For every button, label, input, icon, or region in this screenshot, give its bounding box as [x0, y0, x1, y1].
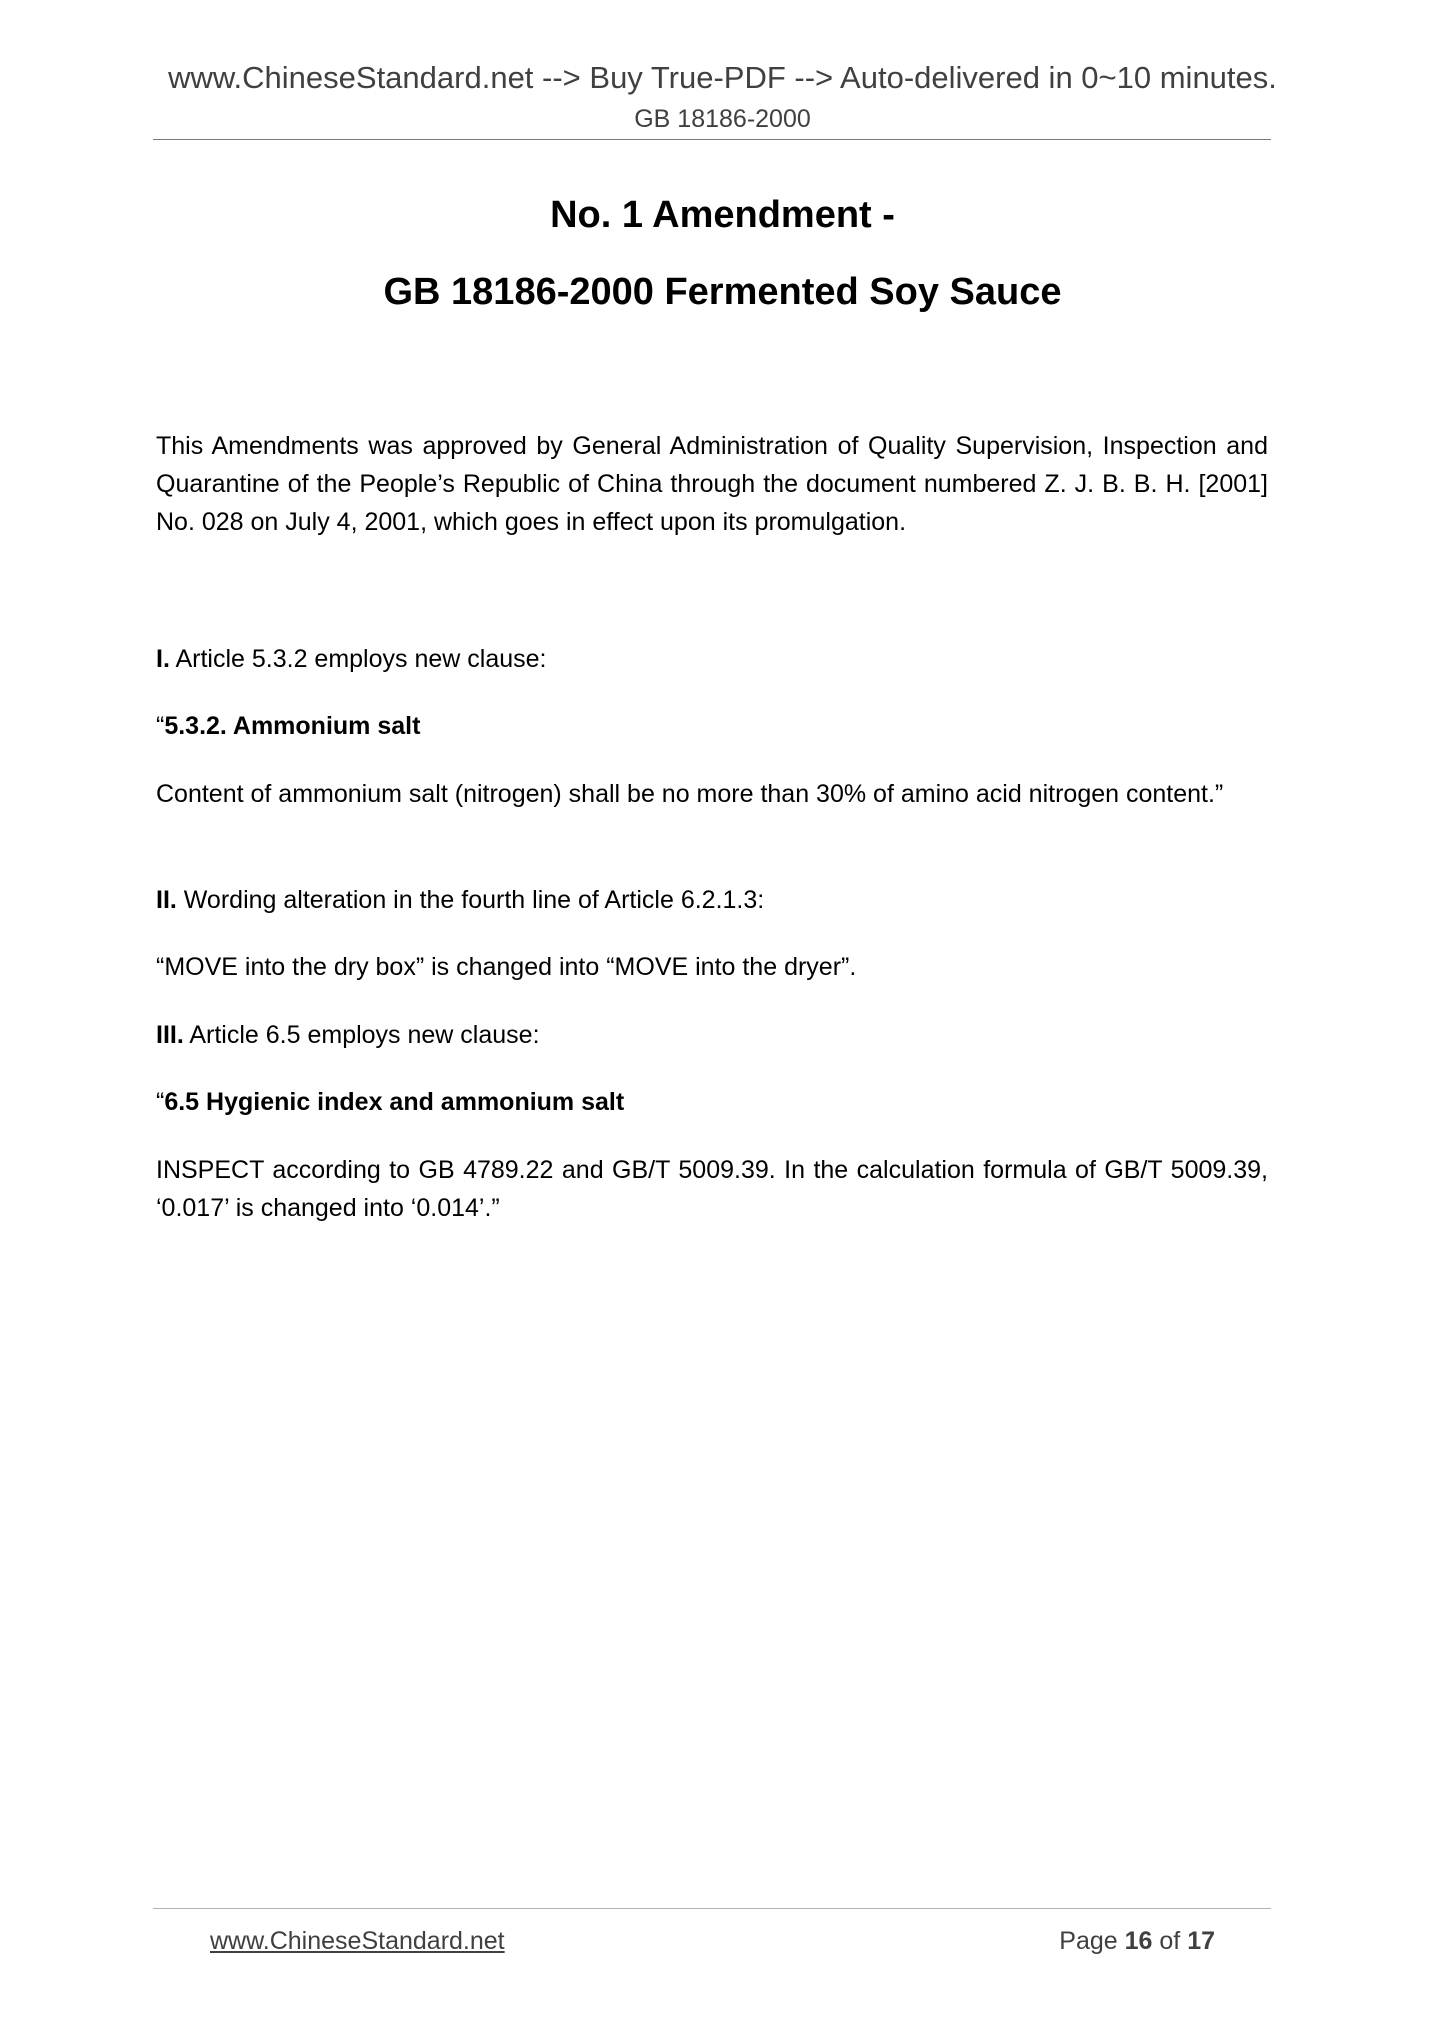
wording-change-text: “MOVE into the dry box” is changed into “MOVE into the dryer”. [156, 953, 857, 981]
item-2-text: Wording alteration in the fourth line of Article 6.2.1.3: [176, 886, 765, 914]
clause-6-5-title [156, 1083, 1268, 1121]
document-title-line-2: GB 18186-2000 Fermented Soy Sauce [383, 271, 1062, 313]
header-standard-number: GB 18186-2000 [634, 105, 811, 133]
page-number [1059, 1925, 1215, 1957]
item-1-text: Article 5.3.2 employs new clause: [169, 645, 547, 673]
clause-6-5-title-text: 6.5 Hygienic index and ammonium salt [164, 1088, 625, 1116]
page-current: 16 [1124, 1927, 1153, 1955]
footer-divider [153, 1908, 1271, 1909]
item-1-heading [156, 640, 1268, 678]
intro-paragraph: This Amendments was approved by General Administration of Quality Supervision, Inspection and Quarantine of the People’s Republic of China through the document numbered Z. J. B. B. H. [2001] No. 028 on July 4, 2001, which goes in effect upon its promulgation. [156, 432, 1268, 536]
item-3-text: Article 6.5 employs new clause: [183, 1021, 540, 1049]
header-banner: www.ChineseStandard.net --> Buy True-PDF --> Auto-delivered in 0~10 minutes. [168, 60, 1277, 95]
header-divider [153, 139, 1271, 140]
item-2-marker: II. [156, 886, 177, 914]
item-3-heading [156, 1016, 1268, 1054]
clause-6-5-text: INSPECT according to GB 4789.22 and GB/T 5009.39. In the calculation formula of GB/T 5009.39, ‘0.017’ is changed into ‘0.014’.” [156, 1156, 1268, 1222]
quote-open-mark: “ [156, 712, 165, 740]
page-separator: of [1152, 1927, 1188, 1955]
item-1-marker: I. [156, 645, 170, 673]
item-3-marker: III. [156, 1021, 184, 1049]
page-prefix: Page [1059, 1927, 1125, 1955]
clause-5-3-2-title-text: 5.3.2. Ammonium salt [164, 712, 421, 740]
item-2-heading [156, 881, 1268, 919]
clause-5-3-2-text: Content of ammonium salt (nitrogen) shall be no more than 30% of amino acid nitrogen content.” [156, 780, 1224, 808]
page-total: 17 [1187, 1927, 1215, 1955]
quote-open-mark: “ [156, 1088, 165, 1116]
clause-5-3-2-title [156, 707, 1268, 745]
footer-website-link[interactable]: www.ChineseStandard.net [210, 1927, 505, 1955]
document-title-line-1: No. 1 Amendment - [550, 194, 895, 236]
